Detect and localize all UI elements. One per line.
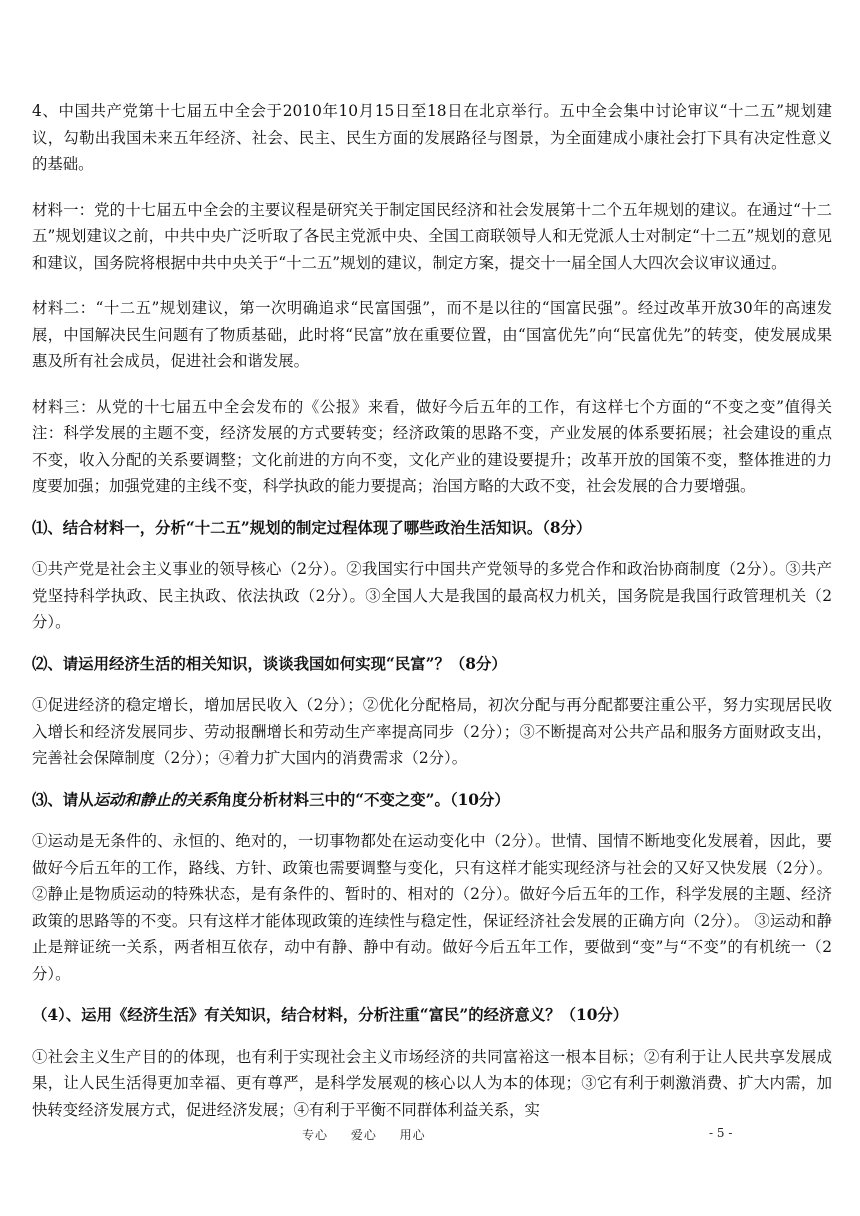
sub-question-3 <box>32 787 832 814</box>
page-footer <box>0 1126 860 1146</box>
sub-question-3-prefix: ⑶、请从 <box>32 790 94 809</box>
material-1: 材料一：党的十七届五中全会的主要议程是研究关于制定国民经济和社会发展第十二个五年规划的建议。在通过“十二五”规划建议之前，中共中央广泛听取了各民主党派中央、全国工商联领导人和无党派人士对制定“十二五”规划的意见和建议，国务院将根据中共中央关于“十二五”规划的建议，制定方案，提交十一届全国人大四次会议审议通过。 <box>32 200 832 272</box>
sub-question-2: ⑵、请运用经济生活的相关知识，谈谈我国如何实现“民富”？（8分） <box>32 654 507 673</box>
sub-question-3-emphasis: 运动和静止的关系 <box>93 790 217 809</box>
sub-question-3-suffix: 角度分析材料三中的“不变之变”。（10分） <box>216 790 510 809</box>
sub-question-4: （4）、运用《经济生活》有关知识，结合材料，分析注重“富民”的经济意义？（10分） <box>32 1006 629 1024</box>
answer-1: ①共产党是社会主义事业的领导核心（2分）。②我国实行中国共产党领导的多党合作和政治协商制度（2分）。③共产党坚持科学执政、民主执政、依法执政（2分）。③全国人大是我国的最高权力机关，国务院是我国行政管理机关（2分）。 <box>32 560 832 631</box>
material-2: 材料二：“十二五”规划建议，第一次明确追求“民富国强”，而不是以往的“国富民强”。经过改革开放30年的高速发展，中国解决民生问题有了物质基础，此时将“民富”放在重要位置，由“国富优先”向“民富优先”的转变，使发展成果惠及所有社会成员，促进社会和谐发展。 <box>32 299 832 370</box>
sub-question-1: ⑴、结合材料一，分析“十二五”规划的制定过程体现了哪些政治生活知识。（8分） <box>32 518 592 537</box>
question-intro: 4、中国共产党第十七届五中全会于2010年10月15日至18日在北京举行。五中全会集中讨论审议“十二五”规划建议，勾勒出我国未来五年经济、社会、民主、民生方面的发展路径与图景，为全面建成小康社会打下具有决定性意义的基础。 <box>32 102 832 173</box>
answer-3: ①运动是无条件的、永恒的、绝对的，一切事物都处在运动变化中（2分）。世情、国情不断地变化发展着，因此，要做好今后五年的工作，路线、方针、政策也需要调整与变化，只有这样才能实现经济与社会的又好又快发展（2分）。②静止是物质运动的特殊状态，是有条件的、暂时的、相对的（2分）。做好今后五年的工作，科学发展的主题、经济政策的思路等的不变。只有这样才能体现政策的连续性与稳定性，保证经济社会发展的正确方向（2分）。 ③运动和静止是辩证统一关系，两者相互依存，动中有静、静中有动。做好今后五年工作，要做到“变”与“不变”的有机统一（2分）。 <box>32 832 832 983</box>
answer-2: ①促进经济的稳定增长，增加居民收入（2分）；②优化分配格局，初次分配与再分配都要注重公平，努力实现居民收入增长和经济发展同步、劳动报酬增长和劳动生产率提高同步（2分）；③不断提高对公共产品和服务方面财政支出，完善社会保障制度（2分）；④着力扩大国内的消费需求（2分）。 <box>32 696 832 767</box>
page-number: - 5 - <box>709 1126 733 1140</box>
footer-motto: 专心 爱心 用心 <box>302 1128 426 1142</box>
material-3: 材料三：从党的十七届五中全会发布的《公报》来看，做好今后五年的工作，有这样七个方面的“不变之变”值得关注：科学发展的主题不变，经济发展的方式要转变；经济政策的思路不变，产业发展的体系要拓展；社会建设的重点不变，收入分配的关系要调整；文化前进的方向不变，文化产业的建设要提升；改革开放的国策不变，整体推进的力度要加强；加强党建的主线不变，科学执政的能力要提高；治国方略的大政不变，社会发展的合力要增强。 <box>32 397 832 495</box>
answer-4: ①社会主义生产目的的体现，也有利于实现社会主义市场经济的共同富裕这一根本目标；②有利于让人民共享发展成果，让人民生活得更加幸福、更有尊严，是科学发展观的核心以人为本的体现；③它有利于刺激消费、扩大内需，加快转变经济发展方式，促进经济发展；④有利于平衡不同群体利益关系，实 <box>32 1047 832 1119</box>
document-body <box>32 98 832 1123</box>
